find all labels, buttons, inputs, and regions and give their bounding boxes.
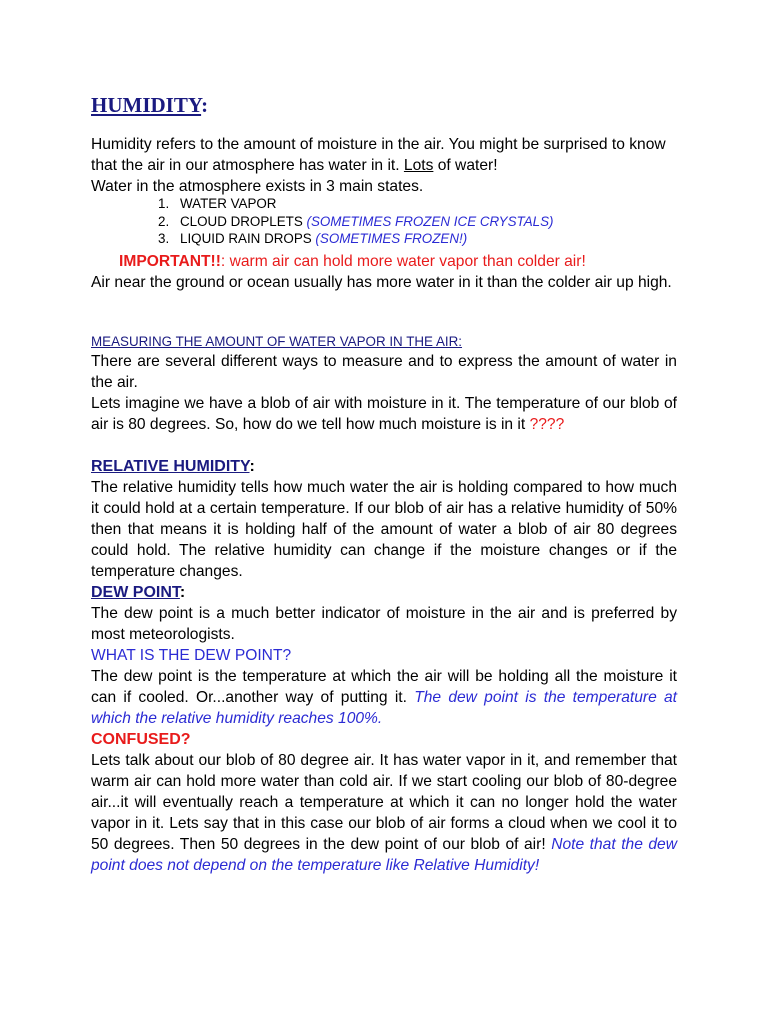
measuring-paragraph-2: [91, 393, 677, 435]
list-number: 2.: [158, 213, 170, 229]
confused-note: Note that the dew point does not depend on the temperature like Relative Humidity!: [91, 836, 677, 874]
relative-humidity-heading: [91, 456, 677, 477]
measuring-heading: MEASURING THE AMOUNT OF WATER VAPOR IN THE AIR:: [91, 334, 463, 349]
confused-paragraph: [91, 750, 677, 876]
dew-point-colon: :: [179, 584, 186, 601]
dew-point-paragraph: The dew point is a much better indicator of moisture in the air and is preferred by most meteorologists.: [91, 605, 677, 643]
list-number: 3.: [158, 231, 170, 246]
list-note: (SOMETIMES FROZEN ICE CRYSTALS): [306, 213, 554, 229]
dew-point-question: WHAT IS THE DEW POINT?: [91, 647, 292, 664]
relative-humidity-title: RELATIVE HUMIDITY: [91, 458, 250, 475]
list-note: (SOMETIMES FROZEN!): [315, 231, 468, 246]
intro-text-end: of water!: [433, 157, 498, 174]
page-title: [91, 92, 208, 118]
list-label: CLOUD DROPLETS: [180, 213, 307, 229]
list-item: [158, 195, 554, 213]
title-text: HUMIDITY: [91, 93, 202, 117]
relative-humidity-paragraph: The relative humidity tells how much water the air is holding compared to how much it could hold at a certain temperature. If our blob of air has a relative humidity of 50% then that means it is holding half of the amount of water a blob of air 80 degrees could hold. The relative humidity can change if the moisture changes or if the temperature changes.: [91, 479, 677, 580]
list-label: WATER VAPOR: [180, 196, 277, 211]
lots-emphasis: Lots: [403, 157, 434, 174]
confused-heading: CONFUSED?: [91, 731, 191, 748]
list-item: [158, 230, 554, 248]
intro-section: [91, 134, 677, 197]
dew-point-title: DEW POINT: [91, 584, 180, 601]
intro-text: Humidity refers to the amount of moisture in the air. You might be surprised to know that the air in our atmosphere has water in it.: [91, 136, 666, 174]
relative-humidity-colon: :: [249, 458, 255, 475]
important-label: IMPORTANT!!: [119, 253, 221, 270]
dew-point-answer-text: The dew point is the temperature at which the air will be holding all the moisture it can if cooled. Or...another way of putting it.: [91, 668, 677, 706]
measuring-section: [91, 351, 677, 435]
confused-text: Lets talk about our blob of 80 degree air. It has water vapor in it, and remember that warm air can hold more water than cold air. If we start cooling our blob of 80-degree air...it will eventually reach a temperature at which it can no longer hold the water vapor in it. Lets say that in this case our blob of air forms a cloud when we cool it to 50 degrees. Then 50 degrees in the dew point of our blob of air!: [91, 752, 677, 853]
measuring-paragraph-1: There are several different ways to measure and to express the amount of water in the air.: [91, 353, 677, 391]
states-list: [158, 195, 554, 248]
dew-point-heading: [91, 582, 677, 603]
title-colon: :: [201, 93, 209, 117]
list-item: [158, 213, 554, 231]
list-label: LIQUID RAIN DROPS: [180, 231, 316, 246]
question-marks: ????: [529, 416, 565, 433]
states-intro: Water in the atmosphere exists in 3 main states.: [91, 178, 424, 195]
intro-paragraph: [91, 134, 677, 176]
important-text: : warm air can hold more water vapor than colder air!: [220, 253, 586, 270]
air-near-paragraph: Air near the ground or ocean usually has more water in it than the colder air up high.: [91, 274, 672, 291]
dew-point-definition: The dew point is the temperature at which the relative humidity reaches 100%.: [91, 689, 677, 727]
list-number: 1.: [158, 196, 170, 211]
dew-point-answer: [91, 666, 677, 729]
measuring-text: Lets imagine we have a blob of air with moisture in it. The temperature of our blob of air is 80 degrees. So, how do we tell how much moisture is in it: [91, 395, 677, 433]
important-note: [119, 251, 679, 272]
